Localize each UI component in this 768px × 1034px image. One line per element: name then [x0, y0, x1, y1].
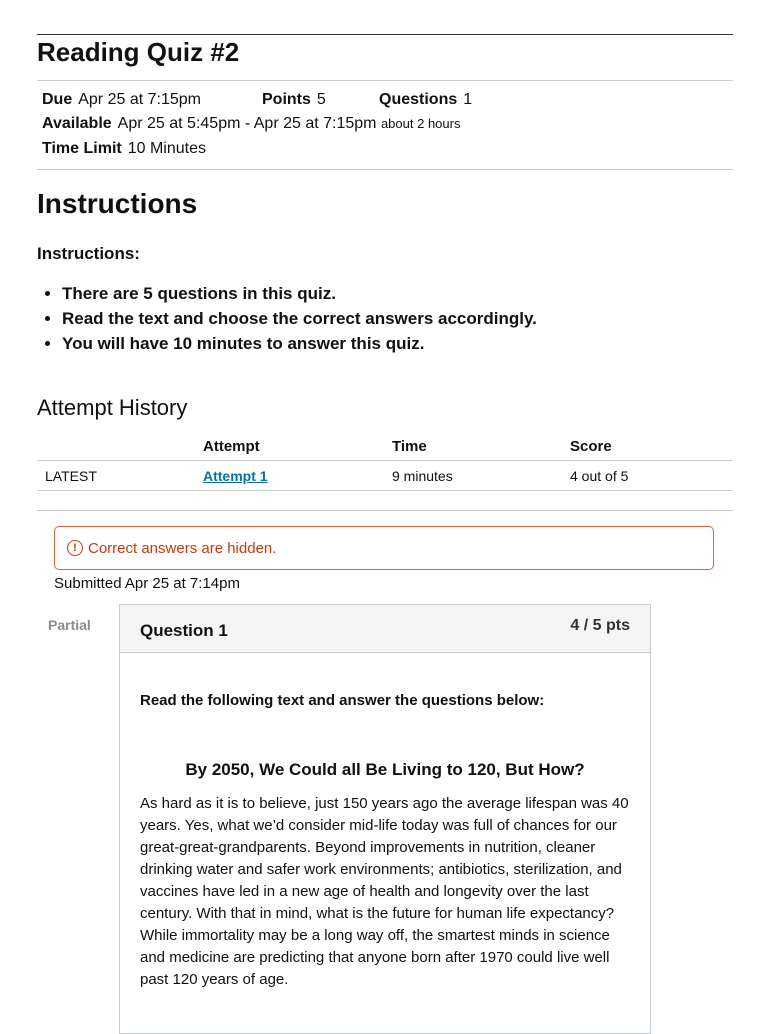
- submitted-timestamp: Submitted Apr 25 at 7:14pm: [54, 575, 240, 592]
- instructions-list: [37, 281, 537, 356]
- top-divider: [37, 34, 733, 35]
- attempt-cell: [203, 461, 392, 491]
- question-prompt: Read the following text and answer the questions below:: [140, 692, 545, 709]
- question-title: Question 1: [140, 621, 228, 640]
- divider: [37, 169, 733, 170]
- attempt-link[interactable]: Attempt 1: [203, 467, 268, 484]
- column-header-status: [37, 432, 203, 461]
- column-header-score: Score: [570, 432, 732, 461]
- question-card: [119, 604, 651, 1034]
- quiz-meta-row-1: [42, 91, 201, 109]
- due-label: Due: [42, 91, 73, 108]
- instructions-heading: Instructions: [37, 188, 198, 219]
- question-status-badge: Partial: [48, 617, 91, 633]
- page-title: Reading Quiz #2: [37, 37, 240, 67]
- due-value: Apr 25 at 7:15pm: [78, 91, 201, 108]
- divider: [37, 80, 733, 81]
- question-header: [120, 605, 650, 653]
- available-label: Available: [42, 115, 112, 132]
- available-note: about 2 hours: [380, 116, 461, 131]
- column-header-time: Time: [392, 432, 570, 461]
- hidden-answers-alert: [54, 526, 714, 570]
- available-value: Apr 25 at 5:45pm - Apr 25 at 7:15pm: [117, 115, 377, 132]
- attempt-time: 9 minutes: [392, 461, 570, 491]
- questions-meta: [379, 91, 472, 109]
- attempt-status: LATEST: [37, 461, 203, 491]
- table-header-row: [37, 432, 732, 461]
- time-limit-meta: [42, 140, 206, 158]
- attempt-history-table: [37, 432, 732, 491]
- table-row: [37, 461, 732, 491]
- divider: [37, 510, 733, 511]
- attempt-score: 4 out of 5: [570, 461, 732, 491]
- warning-circle-icon: !: [67, 540, 83, 556]
- article-title: By 2050, We Could all Be Living to 120, But How?: [185, 760, 585, 779]
- list-item: • You will have 10 minutes to answer this quiz.: [62, 331, 537, 356]
- points-value: 5: [316, 91, 326, 108]
- questions-value: 1: [463, 91, 473, 108]
- points-label: Points: [262, 91, 311, 108]
- list-item: • Read the text and choose the correct answers accordingly.: [62, 306, 537, 331]
- column-header-attempt: Attempt: [203, 432, 392, 461]
- article-body: As hard as it is to believe, just 150 years ago the average lifespan was 40 years. Yes, what we’d consider mid-life today was full of chances for our great-great-grandparents. Beyond improvements in nutrition, cleaner drinking water and safer work environments; antibiotics, sterilization, and vaccines have led in a new age of health and longevity over the last century. With that in mind, what is the future for human life expectancy? While immortality may be a long way off, the smartest minds in science and medicine are predicting that anyone born after 1970 could live well past 120 years of age.: [140, 795, 629, 988]
- points-meta: [262, 91, 326, 109]
- time-limit-label: Time Limit: [42, 140, 122, 157]
- time-limit-value: 10 Minutes: [127, 140, 206, 157]
- available-meta: [42, 115, 460, 133]
- instructions-label: Instructions:: [37, 244, 140, 263]
- list-item: • There are 5 questions in this quiz.: [62, 281, 537, 306]
- alert-text: Correct answers are hidden.: [88, 539, 277, 557]
- questions-label: Questions: [379, 91, 458, 108]
- attempt-history-heading: Attempt History: [37, 395, 188, 420]
- question-points: 4 / 5 pts: [570, 617, 630, 634]
